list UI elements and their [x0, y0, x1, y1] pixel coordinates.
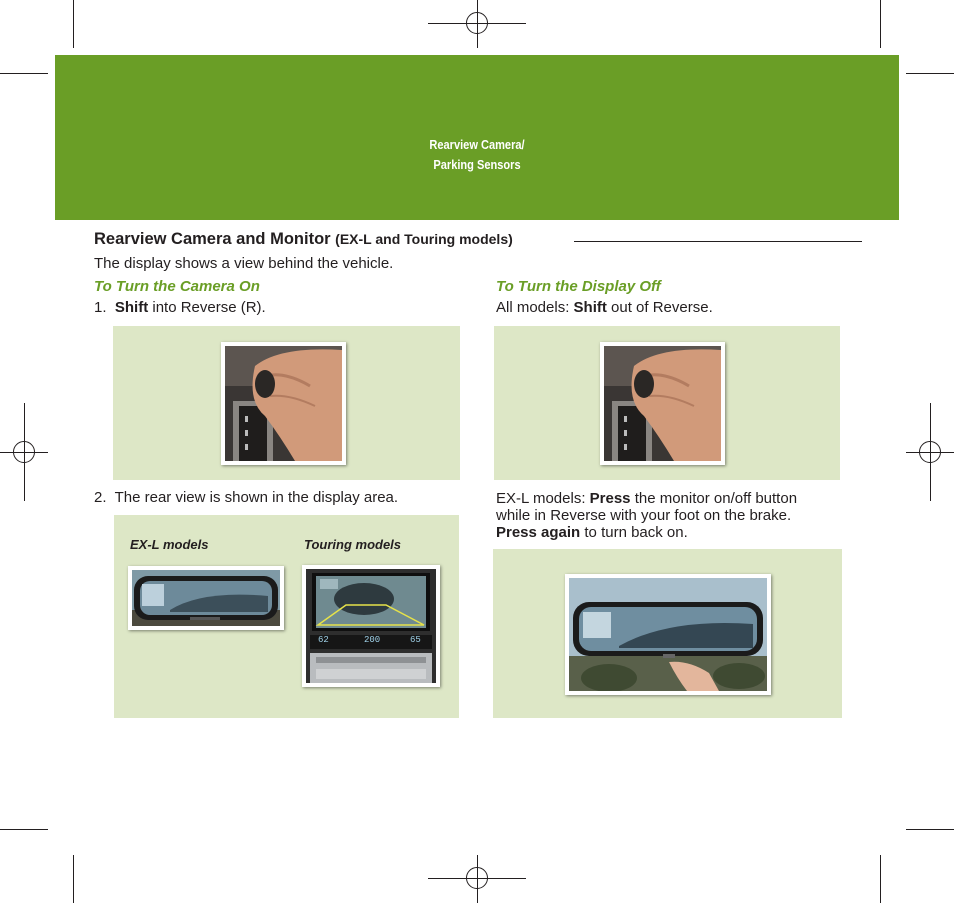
shifter-photo-right	[600, 342, 725, 465]
header-title-line1: Rearview Camera/	[429, 137, 525, 152]
exl-press-instructions	[496, 490, 797, 541]
header-band	[55, 55, 899, 220]
crop-mark-icon	[0, 829, 48, 830]
step-2-number: 2.	[94, 489, 107, 506]
step-2-text: The rear view is shown in the display area.	[114, 489, 399, 506]
step-1-bold: Shift	[114, 299, 149, 316]
display-off-heading: To Turn the Display Off	[496, 278, 661, 295]
header-title-line2: Parking Sensors	[433, 157, 521, 172]
exl-models-label: EX-L models	[130, 537, 209, 552]
touring-temp-right: 65	[410, 635, 421, 645]
crop-mark-icon	[880, 0, 881, 48]
all-models-pre: All models:	[496, 299, 574, 316]
all-models-rest: out of Reverse.	[606, 299, 713, 316]
exl-press-bold: Press	[589, 490, 631, 507]
crop-mark-icon	[73, 855, 74, 903]
registration-mark-icon	[906, 403, 954, 501]
step-1-number: 1.	[94, 299, 107, 316]
crop-mark-icon	[73, 0, 74, 48]
touring-display-photo	[302, 565, 440, 687]
mirror-button-photo	[565, 574, 771, 695]
shifter-photo-left	[221, 342, 346, 465]
section-title-models: (EX-L and Touring models)	[335, 231, 513, 247]
exl-line2: while in Reverse with your foot on the brake.	[496, 507, 792, 524]
display-off-all-models	[496, 299, 713, 316]
exl-mirror-photo	[128, 566, 284, 630]
touring-models-label: Touring models	[304, 537, 402, 552]
crop-mark-icon	[906, 829, 954, 830]
touring-temp-left: 62	[318, 635, 329, 645]
crop-mark-icon	[0, 73, 48, 74]
step-2	[94, 489, 398, 506]
camera-on-heading: To Turn the Camera On	[94, 278, 260, 295]
registration-mark-icon	[428, 855, 526, 903]
exl-rest1: the monitor on/off button	[630, 490, 798, 507]
registration-mark-icon	[0, 403, 48, 501]
crop-mark-icon	[906, 73, 954, 74]
title-rule	[574, 241, 862, 242]
exl-pre: EX-L models:	[496, 490, 590, 507]
crop-mark-icon	[880, 855, 881, 903]
section-title	[94, 230, 513, 249]
step-1-rest: into Reverse (R).	[148, 299, 266, 316]
step-1	[94, 299, 266, 316]
registration-mark-icon	[428, 0, 526, 48]
shifter-image	[225, 346, 342, 461]
intro-text: The display shows a view behind the vehicle.	[94, 255, 394, 272]
exl-press-again-bold: Press again	[496, 524, 581, 541]
touring-fan-center: 200	[364, 635, 381, 645]
section-title-main: Rearview Camera and Monitor	[94, 230, 331, 248]
all-models-bold: Shift	[573, 299, 607, 316]
exl-rest2: to turn back on.	[580, 524, 688, 541]
shifter-image	[604, 346, 721, 461]
header-title	[118, 135, 835, 175]
